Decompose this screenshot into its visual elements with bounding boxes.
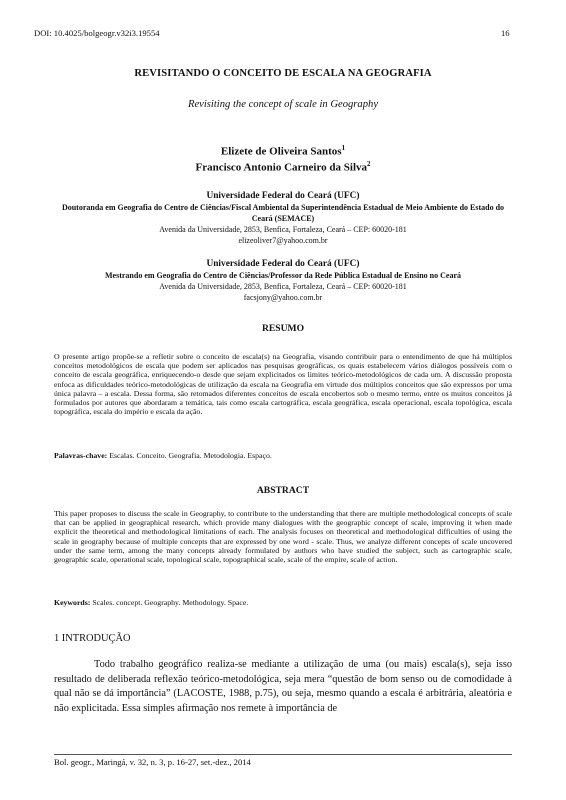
author-2 — [0, 160, 566, 174]
footer-divider — [54, 754, 512, 755]
paper-title: REVISITANDO O CONCEITO DE ESCALA NA GEOGRAFIA — [134, 68, 432, 79]
keywords-label: Keywords: — [54, 598, 91, 607]
abstract-heading: ABSTRACT — [256, 485, 310, 496]
abstract-keywords — [54, 598, 512, 607]
abstract-text: This paper proposes to discuss the scale in Geography, to contribute to the understanding that there are multiple methodological concepts of scale that can be applied in geographical research, which provide many dialogues with the geographic concept of scale, improving it when made explicit the theoretical and methodological limitations of each. The analysis focuses on theoretical and methodological difficulties of using the scale in geography because of multiple concepts that are expressed by one word - scale. Thus, we analyze different concepts of scale uncovered under the same term, among the many concepts already formulated by authors who have studied the subject, such as cartographic scale, geographic scale, operational scale, topological scale, topographical scale, scale of the empire, scale of action. — [54, 509, 512, 565]
journal-footer: Bol. geogr., Maringá, v. 32, n. 3, p. 16-27, set.-dez., 2014 — [54, 757, 251, 767]
paper-subtitle: Revisiting the concept of scale in Geography — [187, 99, 379, 110]
affiliation-description: Doutoranda em Geografia do Centro de Ciências/Fiscal Ambiental da Superintendência Estadual de Meio Ambiente do Estado do Ceará (SEMACE) — [61, 203, 505, 223]
resumo-text: O presente artigo propõe-se a refletir sobre o conceito de escala(s) na Geografia, visando contribuir para o entendimento de que há múltiplos conceitos metodológicos de escala que podem ser aplicados nas pesquisas geográficas, os quais estabelecem vários diálogos possíveis com o conceito de escala geográfica, enriquecendo-o desde que sejam explicitados os limites teórico-metodológicos de cada um. A discussão proposta enfoca as dificuldades teórico-metodológicas de utilização da escala na Geografia em virtude dos múltiplos conceitos que são expressos por uma única palavra – a escala. Dessa forma, são retomados diferentes conceitos de escala encobertos sob o mesmo termo, entre os muitos conceitos já formulados por autores que abordaram a temática, tais como escala cartográfica, escala geográfica, escala operacional, escala topológica, escala topográfica, escala do império e escala da ação. — [54, 352, 512, 417]
introduction-text: Todo trabalho geográfico realiza-se mediante a utilização de uma (ou mais) escala(s), seja isso resultado de deliberada reflexão teórico-metodológica, seja mera “questão de bom senso ou de comodidade à qual não se dá importância” (LACOSTE, 1988, p.75), ou seja, mesmo quando a escala é arbitrária, aleatória e não explicitada. Essa simples afirmação nos remete à importância de — [54, 659, 512, 714]
author-1 — [0, 144, 566, 158]
keywords-label: Palavras-chave: — [54, 451, 108, 460]
affiliation-2 — [58, 258, 508, 303]
keywords-list: Scales. concept. Geography. Methodology. Space. — [92, 598, 249, 607]
affiliation-address: Avenida da Universidade, 2853, Benfica, Fortaleza, Ceará – CEP: 60020-181 — [159, 282, 407, 291]
author-name: Elizete de Oliveira Santos — [220, 145, 342, 158]
author-name: Francisco Antonio Carneiro da Silva — [195, 161, 368, 174]
affiliation-institution: Universidade Federal do Ceará (UFC) — [206, 191, 360, 201]
affiliation-institution: Universidade Federal do Ceará (UFC) — [206, 259, 360, 269]
keywords-list: Escalas. Conceito. Geografia. Metodologia. Espaço. — [109, 451, 272, 460]
affiliation-address: Avenida da Universidade, 2853, Benfica, Fortaleza, Ceará – CEP: 60020-181 — [159, 225, 407, 234]
doi-header[interactable]: DOI: 10.4025/bolgeogr.v32i3.19554 — [34, 28, 160, 38]
resumo-heading: RESUMO — [261, 323, 305, 334]
affiliation-email[interactable]: elizeoliver7@yahoo.com.br — [238, 236, 328, 245]
author-footnote-marker[interactable]: 1 — [341, 144, 346, 152]
author-footnote-marker[interactable]: 2 — [367, 160, 371, 168]
page-number: 16 — [501, 28, 510, 38]
affiliation-email[interactable]: facsjony@yahoo.com.br — [243, 293, 323, 302]
affiliation-1 — [58, 190, 508, 246]
affiliation-description: Mestrando em Geografia do Centro de Ciências/Professor da Rede Pública Estadual de Ensino no Ceará — [105, 271, 461, 280]
introduction-heading: 1 INTRODUÇÃO — [54, 633, 131, 644]
resumo-keywords — [54, 451, 512, 460]
